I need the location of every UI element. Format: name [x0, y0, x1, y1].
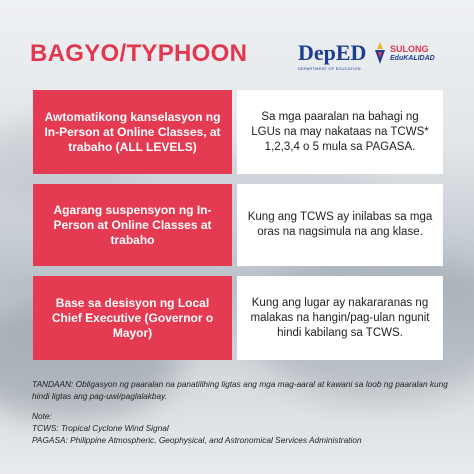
row-condition-label: Awtomatikong kanselasyon ng In-Person at Online Classes, at trabaho (ALL LEVELS) — [33, 90, 232, 174]
abbreviation-notes — [32, 410, 452, 446]
edukalidad-text: EduKALIDAD — [390, 55, 435, 62]
deped-logo — [298, 42, 368, 70]
sulong-mark-icon — [372, 40, 388, 66]
row-condition-label: Base sa desisyon ng Local Chief Executive (Governor o Mayor) — [33, 276, 232, 360]
page-title: BAGYO/TYPHOON — [30, 40, 248, 67]
note-label: Note: — [32, 411, 52, 421]
reminder-note: TANDAAN: Obligasyon ng paaralan na panatilihing ligtas ang mga mag-aaral at kawani sa loob ng paaralan kung hindi ligtas ang pag-uwi/paglalakbay. — [32, 379, 448, 401]
row-description: Kung ang lugar ay nakararanas ng malakas na hangin/pag-ulan ngunit hindi kabilang sa TCWS. — [237, 276, 443, 360]
pagasa-definition: PAGASA: Philippine Atmospheric, Geophysical, and Astronomical Services Administration — [32, 435, 362, 445]
deped-logo-text: DepED — [298, 40, 367, 65]
row-description: Kung ang TCWS ay inilabas sa mga oras na nagsimula na ang klase. — [237, 184, 443, 266]
table-row — [33, 184, 443, 266]
sulong-edukalidad-logo — [372, 40, 462, 68]
tcws-definition: TCWS: Tropical Cyclone Wind Signal — [32, 423, 169, 433]
table-row — [33, 90, 443, 174]
row-description: Sa mga paaralan na bahagi ng LGUs na may nakataas na TCWS* 1,2,3,4 o 5 mula sa PAGASA. — [237, 90, 443, 174]
sulong-text: SULONG — [390, 44, 429, 54]
table-row — [33, 276, 443, 360]
row-condition-label: Agarang suspensyon ng In-Person at Online Classes at trabaho — [33, 184, 232, 266]
deped-logo-subtext: DEPARTMENT OF EDUCATION — [298, 66, 361, 71]
